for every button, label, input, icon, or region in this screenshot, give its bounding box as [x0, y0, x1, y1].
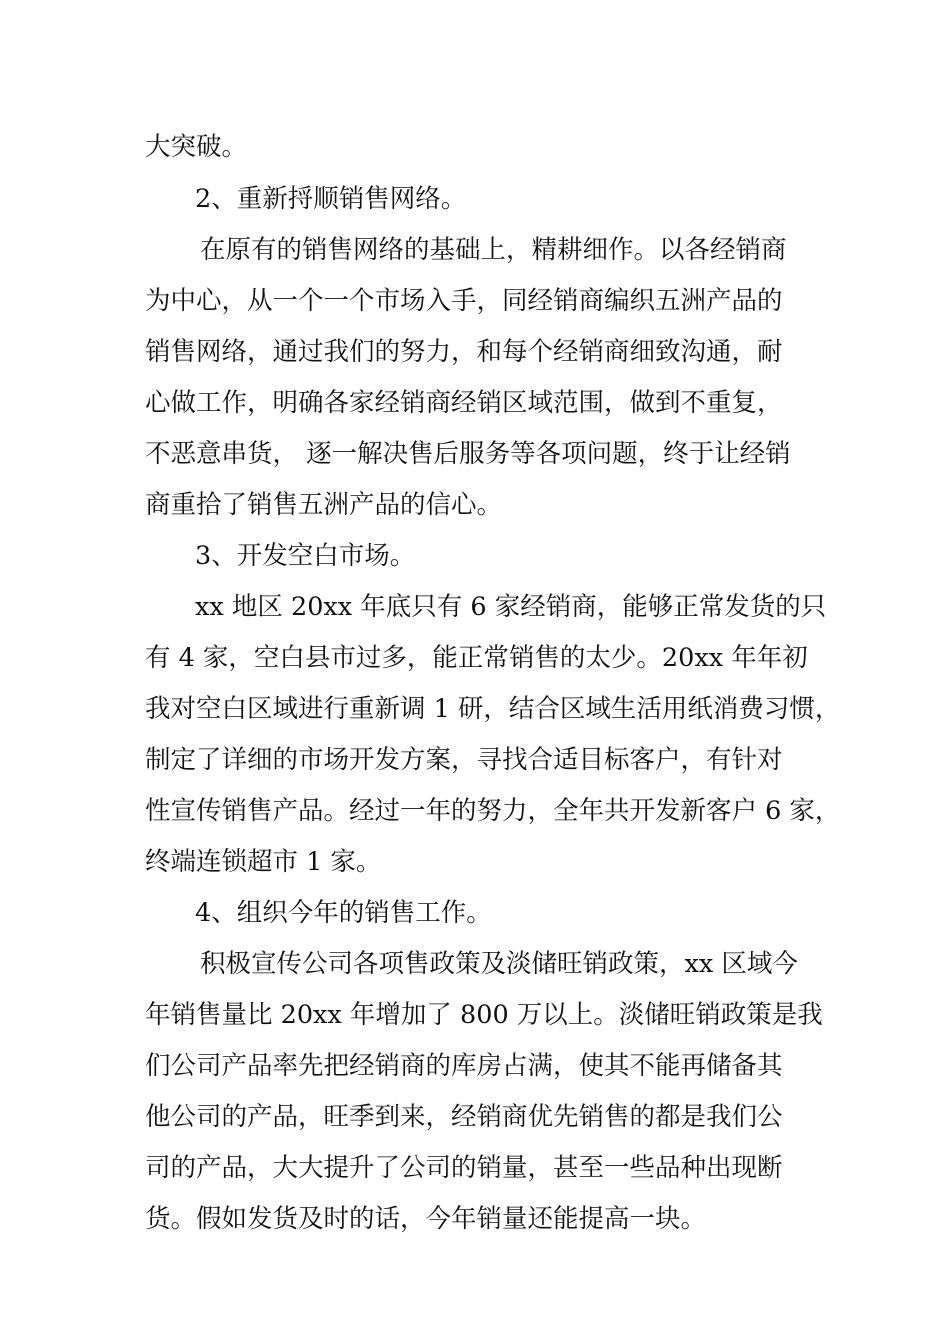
section-heading-3: 3、开发空白市场。: [195, 541, 416, 571]
paragraph-line: 终端连锁超市 1 家。: [145, 847, 382, 877]
text-line-continuation: 大突破。: [145, 132, 248, 162]
paragraph-line: 有 4 家，空白县市过多，能正常销售的太少。20xx 年年初: [145, 643, 808, 673]
paragraph-line: xx 地区 20xx 年底只有 6 家经销商，能够正常发货的只: [195, 592, 827, 622]
paragraph-line: 性宣传销售产品。经过一年的努力，全年共开发新客户 6 家，: [145, 796, 841, 826]
paragraph-line: 为中心，从一个一个市场入手，同经销商编织五洲产品的: [145, 286, 783, 316]
paragraph-line: 他公司的产品，旺季到来，经销商优先销售的都是我们公: [145, 1102, 783, 1132]
paragraph-line: 心做工作，明确各家经销商经销区域范围，做到不重复，: [145, 388, 783, 418]
paragraph-line: 我对空白区域进行重新调 1 研，结合区域生活用纸消费习惯，: [145, 694, 841, 724]
paragraph-line: 在原有的销售网络的基础上，精耕细作。以各经销商: [200, 235, 787, 265]
paragraph-line: 不恶意串货， 逐一解决售后服务等各项问题，终于让经销: [145, 439, 791, 469]
paragraph-line: 销售网络，通过我们的努力，和每个经销商细致沟通，耐: [145, 337, 783, 367]
section-heading-4: 4、组织今年的销售工作。: [195, 898, 492, 928]
paragraph-line: 商重拾了销售五洲产品的信心。: [145, 490, 503, 520]
paragraph-line: 制定了详细的市场开发方案，寻找合适目标客户，有针对: [145, 745, 783, 775]
paragraph-line: 积极宣传公司各项售政策及淡储旺销政策，xx 区域今: [200, 949, 798, 979]
paragraph-line: 司的产品，大大提升了公司的销量，甚至一些品种出现断: [145, 1153, 783, 1183]
paragraph-line: 们公司产品率先把经销商的库房占满，使其不能再储备其: [145, 1051, 783, 1081]
paragraph-line: 年销售量比 20xx 年增加了 800 万以上。淡储旺销政策是我: [145, 1000, 823, 1030]
paragraph-line: 货。假如发货及时的话，今年销量还能提高一块。: [145, 1204, 707, 1234]
section-heading-2: 2、重新捋顺销售网络。: [195, 184, 467, 214]
